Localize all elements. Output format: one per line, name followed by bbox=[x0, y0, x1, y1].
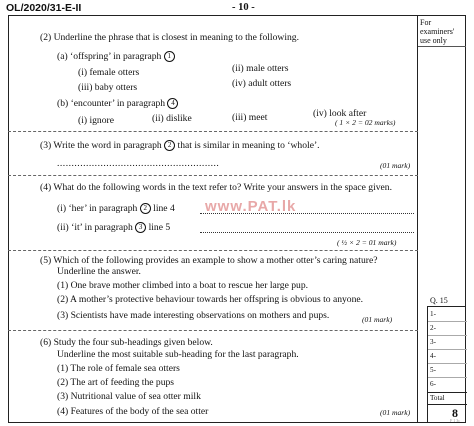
q2a-option-4[interactable]: (iv) adult otters bbox=[232, 78, 292, 89]
q2b-option-1[interactable]: (i) ignore bbox=[78, 115, 114, 126]
score-row-label: 1- bbox=[430, 310, 436, 318]
q2b-option-4[interactable]: (iv) look after bbox=[313, 108, 367, 119]
question-divider bbox=[8, 330, 418, 331]
score-row-label: 4- bbox=[430, 352, 436, 360]
score-row-label: 5- bbox=[430, 366, 436, 374]
paragraph-number-circle: 4 bbox=[167, 98, 178, 109]
q6-option-2[interactable]: (2) The art of feeding the pups bbox=[57, 377, 175, 388]
score-box bbox=[427, 306, 466, 423]
q2b-option-3[interactable]: (iii) meet bbox=[232, 112, 268, 123]
q2b-option-2[interactable]: (ii) dislike bbox=[152, 113, 192, 124]
paragraph-number-circle: 2 bbox=[164, 140, 175, 151]
q3-stem bbox=[40, 140, 320, 151]
score-row-divider bbox=[428, 349, 467, 350]
exam-code: OL/2020/31-E-II bbox=[6, 2, 82, 14]
question-divider bbox=[8, 131, 418, 132]
q6-stem-line1: (6) Study the four sub-headings given below. bbox=[40, 337, 213, 348]
q5-marks: (01 mark) bbox=[362, 315, 393, 324]
q2a-option-1[interactable]: (i) female otters bbox=[78, 67, 140, 78]
q4-ii-answer-line[interactable] bbox=[200, 232, 414, 233]
q4-item-ii-text: (ii) ‘it’ in paragraph bbox=[57, 222, 133, 233]
score-total-value-divider bbox=[428, 404, 467, 405]
paragraph-number-circle: 3 bbox=[135, 222, 146, 233]
q2a-option-3[interactable]: (iii) baby otters bbox=[78, 82, 138, 93]
q4-item-i-text: (i) ‘her’ in paragraph bbox=[57, 203, 138, 214]
q5-option-2[interactable]: (2) A mother’s protective behaviour towards her offspring is obvious to anyone. bbox=[57, 294, 364, 305]
q6-option-3[interactable]: (3) Nutritional value of sea otter milk bbox=[57, 391, 201, 402]
score-box-title: Q. 15 bbox=[430, 296, 448, 305]
q4-item-ii bbox=[57, 222, 170, 233]
q4-item-ii-line: line 5 bbox=[148, 222, 171, 233]
q6-marks: (01 mark) bbox=[380, 408, 411, 417]
question-divider bbox=[8, 175, 418, 176]
q3-stem-start: (3) Write the word in paragraph bbox=[40, 140, 162, 151]
question-area bbox=[8, 15, 418, 423]
q6-stem-line2: Underline the most suitable sub-heading for the last paragraph. bbox=[57, 349, 299, 360]
q2-stem: (2) Underline the phrase that is closest in meaning to the following. bbox=[40, 32, 299, 43]
question-divider bbox=[8, 250, 418, 251]
q5-stem-line2: Underline the answer. bbox=[57, 266, 141, 277]
q6-option-1[interactable]: (1) The role of female sea otters bbox=[57, 363, 180, 374]
q2a-option-2[interactable]: (ii) male otters bbox=[232, 63, 289, 74]
q2b-text: (b) ‘encounter’ in paragraph bbox=[57, 98, 166, 109]
q3-answer-line[interactable]: ........................................................ bbox=[57, 158, 220, 169]
q4-marks: ( ½ × 2 = 01 mark) bbox=[337, 238, 397, 247]
examiner-column-heading: For examiners' use only bbox=[420, 18, 455, 45]
q2-marks: ( 1 × 2 = 02 marks) bbox=[335, 118, 396, 127]
score-row-divider bbox=[428, 377, 467, 378]
score-row-divider bbox=[428, 335, 467, 336]
q3-stem-end: that is similar in meaning to ‘whole’. bbox=[177, 140, 320, 151]
q2a-label bbox=[57, 51, 175, 62]
q4-item-i-line: line 4 bbox=[153, 203, 175, 214]
page-header bbox=[0, 2, 474, 16]
q5-option-1[interactable]: (1) One brave mother climbed into a boat to rescue her large pup. bbox=[57, 280, 309, 291]
q2a-text: (a) ‘offspring’ in paragraph bbox=[57, 51, 162, 62]
score-total-label: Total bbox=[430, 394, 445, 402]
q6-option-4[interactable]: (4) Features of the body of the sea otter bbox=[57, 406, 209, 417]
score-row-label: 2- bbox=[430, 324, 436, 332]
paragraph-number-circle: 1 bbox=[164, 51, 175, 62]
score-total-value: 8 bbox=[452, 406, 458, 420]
watermark: www.PAT.lk bbox=[205, 198, 297, 215]
q5-option-3[interactable]: (3) Scientists have made interesting observations on mothers and pups. bbox=[57, 310, 330, 321]
q2b-label bbox=[57, 98, 178, 109]
q4-stem: (4) What do the following words in the text refer to? Write your answers in the space given. bbox=[40, 182, 392, 193]
q5-stem-line1: (5) Which of the following provides an example to show a mother otter’s caring nature? bbox=[40, 255, 378, 266]
score-row-label: 3- bbox=[430, 338, 436, 346]
paragraph-number-circle: 2 bbox=[140, 203, 151, 214]
q4-item-i bbox=[57, 203, 175, 214]
score-row-divider bbox=[428, 321, 467, 322]
examiner-heading-divider bbox=[418, 46, 466, 47]
score-row-label: 6- bbox=[430, 380, 436, 388]
q3-marks: (01 mark) bbox=[380, 161, 411, 170]
page-number: - 10 - bbox=[232, 2, 255, 13]
score-row-divider bbox=[428, 363, 467, 364]
footer-tag: F 1 3c bbox=[450, 418, 460, 423]
score-total-divider bbox=[428, 392, 467, 393]
